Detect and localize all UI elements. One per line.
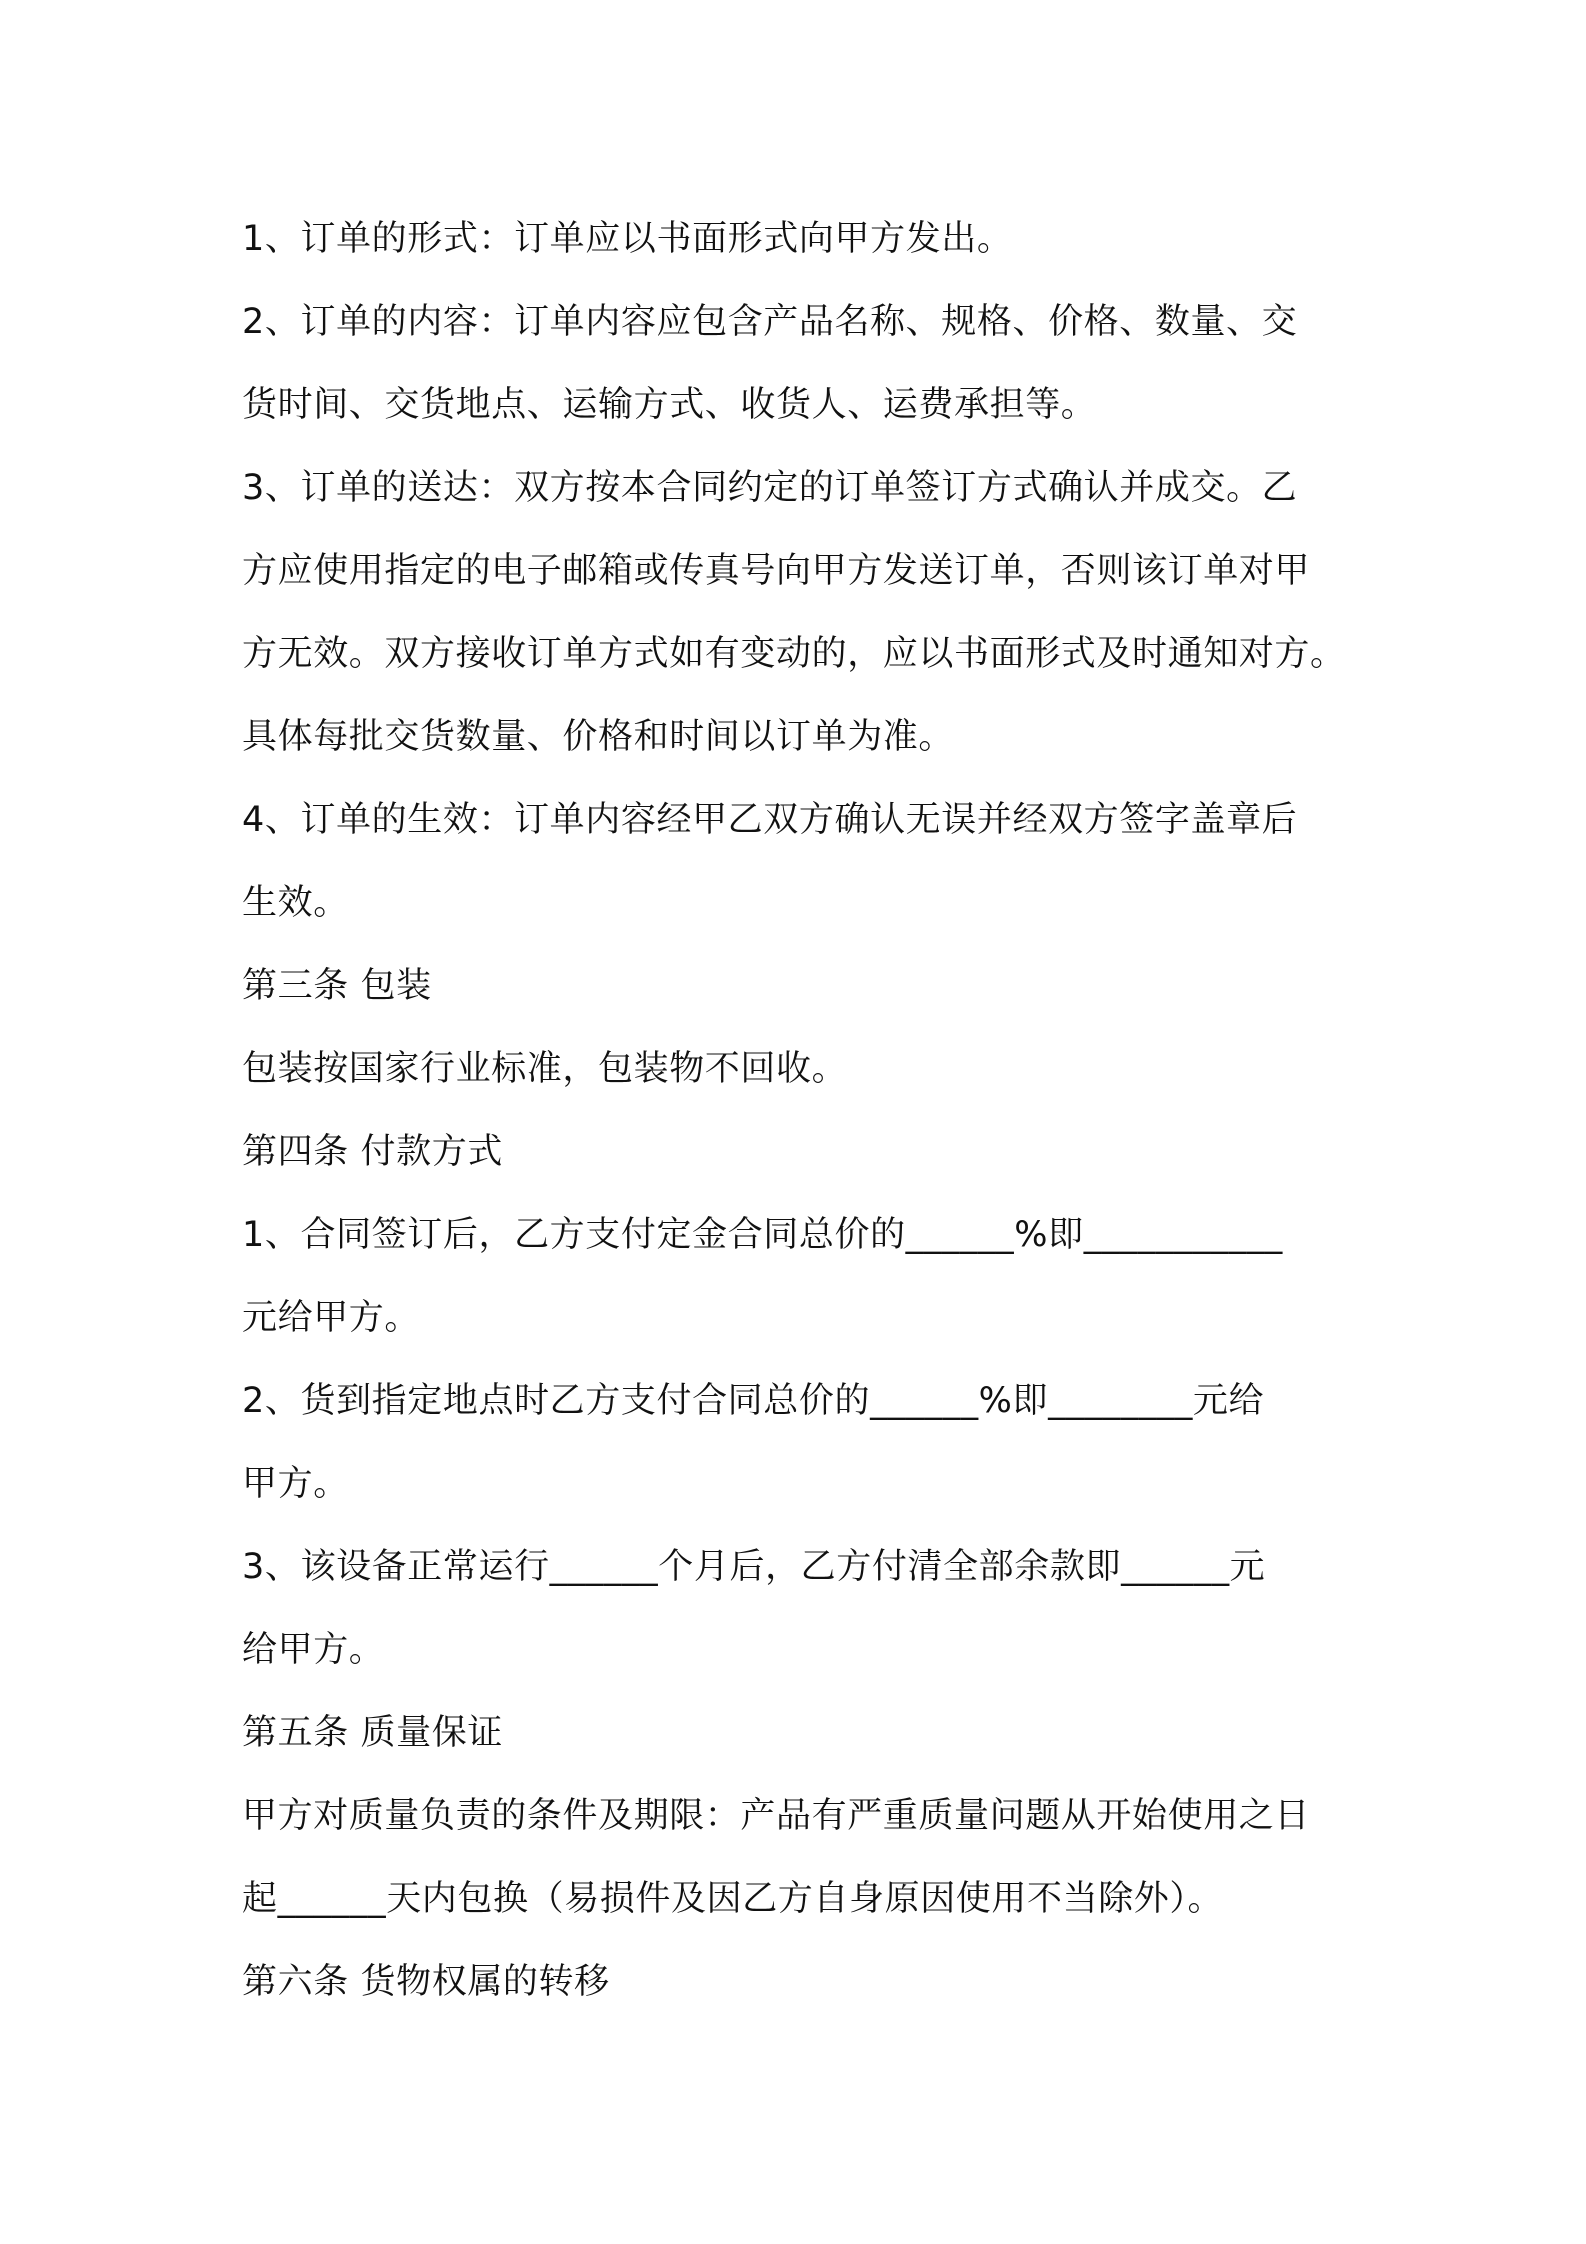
quality-clause-cont: 起______天内包换（易损件及因乙方自身原因使用不当除外）。 xyxy=(242,1879,1224,1919)
packaging-clause: 包装按国家行业标准，包装物不回收。 xyxy=(242,1049,848,1089)
order-content-clause: 2、订单的内容：订单内容应包含产品名称、规格、价格、数量、交 xyxy=(242,302,1298,342)
section-heading-payment: 第四条 付款方式 xyxy=(242,1132,503,1172)
quality-clause: 甲方对质量负责的条件及期限：产品有严重质量问题从开始使用之日 xyxy=(242,1796,1311,1836)
section-heading-ownership-transfer: 第六条 货物权属的转移 xyxy=(242,1962,610,2002)
payment-arrival-clause: 2、货到指定地点时乙方支付合同总价的______%即________元给 xyxy=(242,1381,1265,1421)
contract-body xyxy=(242,198,1357,2024)
section-heading-quality: 第五条 质量保证 xyxy=(242,1713,503,1753)
payment-deposit-clause-cont: 元给甲方。 xyxy=(242,1298,421,1338)
order-delivery-clause-cont-2: 方无效。双方接收订单方式如有变动的，应以书面形式及时通知对方。 xyxy=(242,634,1346,674)
order-delivery-clause-cont-3: 具体每批交货数量、价格和时间以订单为准。 xyxy=(242,717,955,757)
order-form-clause: 1、订单的形式：订单应以书面形式向甲方发出。 xyxy=(242,219,1013,259)
order-content-clause-cont: 货时间、交货地点、运输方式、收货人、运费承担等。 xyxy=(242,385,1097,425)
payment-balance-clause-cont: 给甲方。 xyxy=(242,1630,385,1670)
payment-balance-clause: 3、该设备正常运行______个月后，乙方付清全部余款即______元 xyxy=(242,1547,1266,1587)
payment-arrival-clause-cont: 甲方。 xyxy=(242,1464,349,1504)
order-effect-clause-cont: 生效。 xyxy=(242,883,349,923)
section-heading-packaging: 第三条 包装 xyxy=(242,966,432,1006)
order-delivery-clause-cont-1: 方应使用指定的电子邮箱或传真号向甲方发送订单，否则该订单对甲 xyxy=(242,551,1311,591)
payment-deposit-clause: 1、合同签订后，乙方支付定金合同总价的______%即___________ xyxy=(242,1215,1283,1255)
order-effect-clause: 4、订单的生效：订单内容经甲乙双方确认无误并经双方签字盖章后 xyxy=(242,800,1298,840)
order-delivery-clause: 3、订单的送达：双方按本合同约定的订单签订方式确认并成交。乙 xyxy=(242,468,1298,508)
